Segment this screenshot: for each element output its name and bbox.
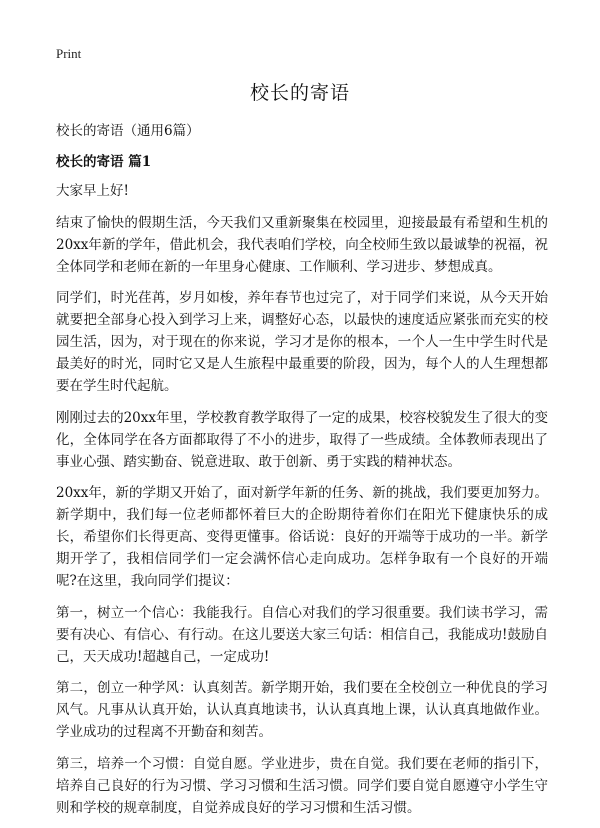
paragraph: 第一，树立一个信心：我能我行。自信心对我们的学习很重要。我们读书学习，需要有决心、有信心、有行动。在这儿要送大家三句话：相信自己，我能成功!鼓励自己，天天成功!超越自己，一定成功! [56,604,548,665]
document-title: 校长的寄语 [249,82,350,104]
section-heading: 校长的寄语 篇1 [56,154,152,170]
paragraph: 同学们，时光荏苒，岁月如梭，养年春节也过完了，对于同学们来说，从今天开始就要把全部身心投入到学习上来，调整好心态，以最快的速度适应紧张而充实的校园生活，因为，对于现在的你来说，学习才是你的根本，一个人一生中学生时代是最美好的时光，同时它又是人生旅程中最重要的阶段，因为，每个人的人生理想都要在学生时代起航。 [56,290,548,394]
paragraph-greeting: 大家早上好! [56,183,129,199]
paragraph: 第三，培养一个习惯：自觉自愿。学业进步，贵在自觉。我们要在老师的指引下，培养自己良好的行为习惯、学习习惯和生活习惯。同学们要自觉自愿遵守小学生守则和学校的规章制度，自觉养成良好的学习习惯和生活习惯。 [56,755,548,816]
paragraph: 第二，创立一种学风：认真刻苦。新学期开始，我们要在全校创立一种优良的学习风气。凡事从认真开始，认认真真地读书，认认真真地上课，认认真真地做作业。学业成功的过程离不开勤奋和刻苦。 [56,680,548,740]
document-subtitle: 校长的寄语（通用6篇） [56,123,200,139]
print-label: Print [56,46,82,61]
paragraph: 刚刚过去的20xx年里，学校教育教学取得了一定的成果，校容校貌发生了很大的变化，全体同学在各方面都取得了不小的进步，取得了一些成绩。全体教师表现出了事业心强、踏实勤奋、锐意进取、敢于创新、勇于实践的精神状态。 [56,409,548,470]
paragraph: 20xx年，新的学期又开始了，面对新学年新的任务、新的挑战，我们要更加努力。新学期中，我们每一位老师都怀着巨大的企盼期待着你们在阳光下健康快乐的成长，希望你们长得更高、变得更懂事。俗话说：良好的开端等于成功的一半。新学期开学了，我相信同学们一定会满怀信心走向成功。怎样争取有一个良好的开端呢?在这里，我向同学们提议： [56,485,548,589]
document-body [56,180,548,828]
paragraph: 结束了愉快的假期生活，今天我们又重新聚集在校园里，迎接最最有希望和生机的20xx年新的学年，借此机会，我代表咱们学校，向全校师生致以最诚挚的祝福，祝全体同学和老师在新的一年里身心健康、工作顺利、学习进步、梦想成真。 [56,214,548,275]
